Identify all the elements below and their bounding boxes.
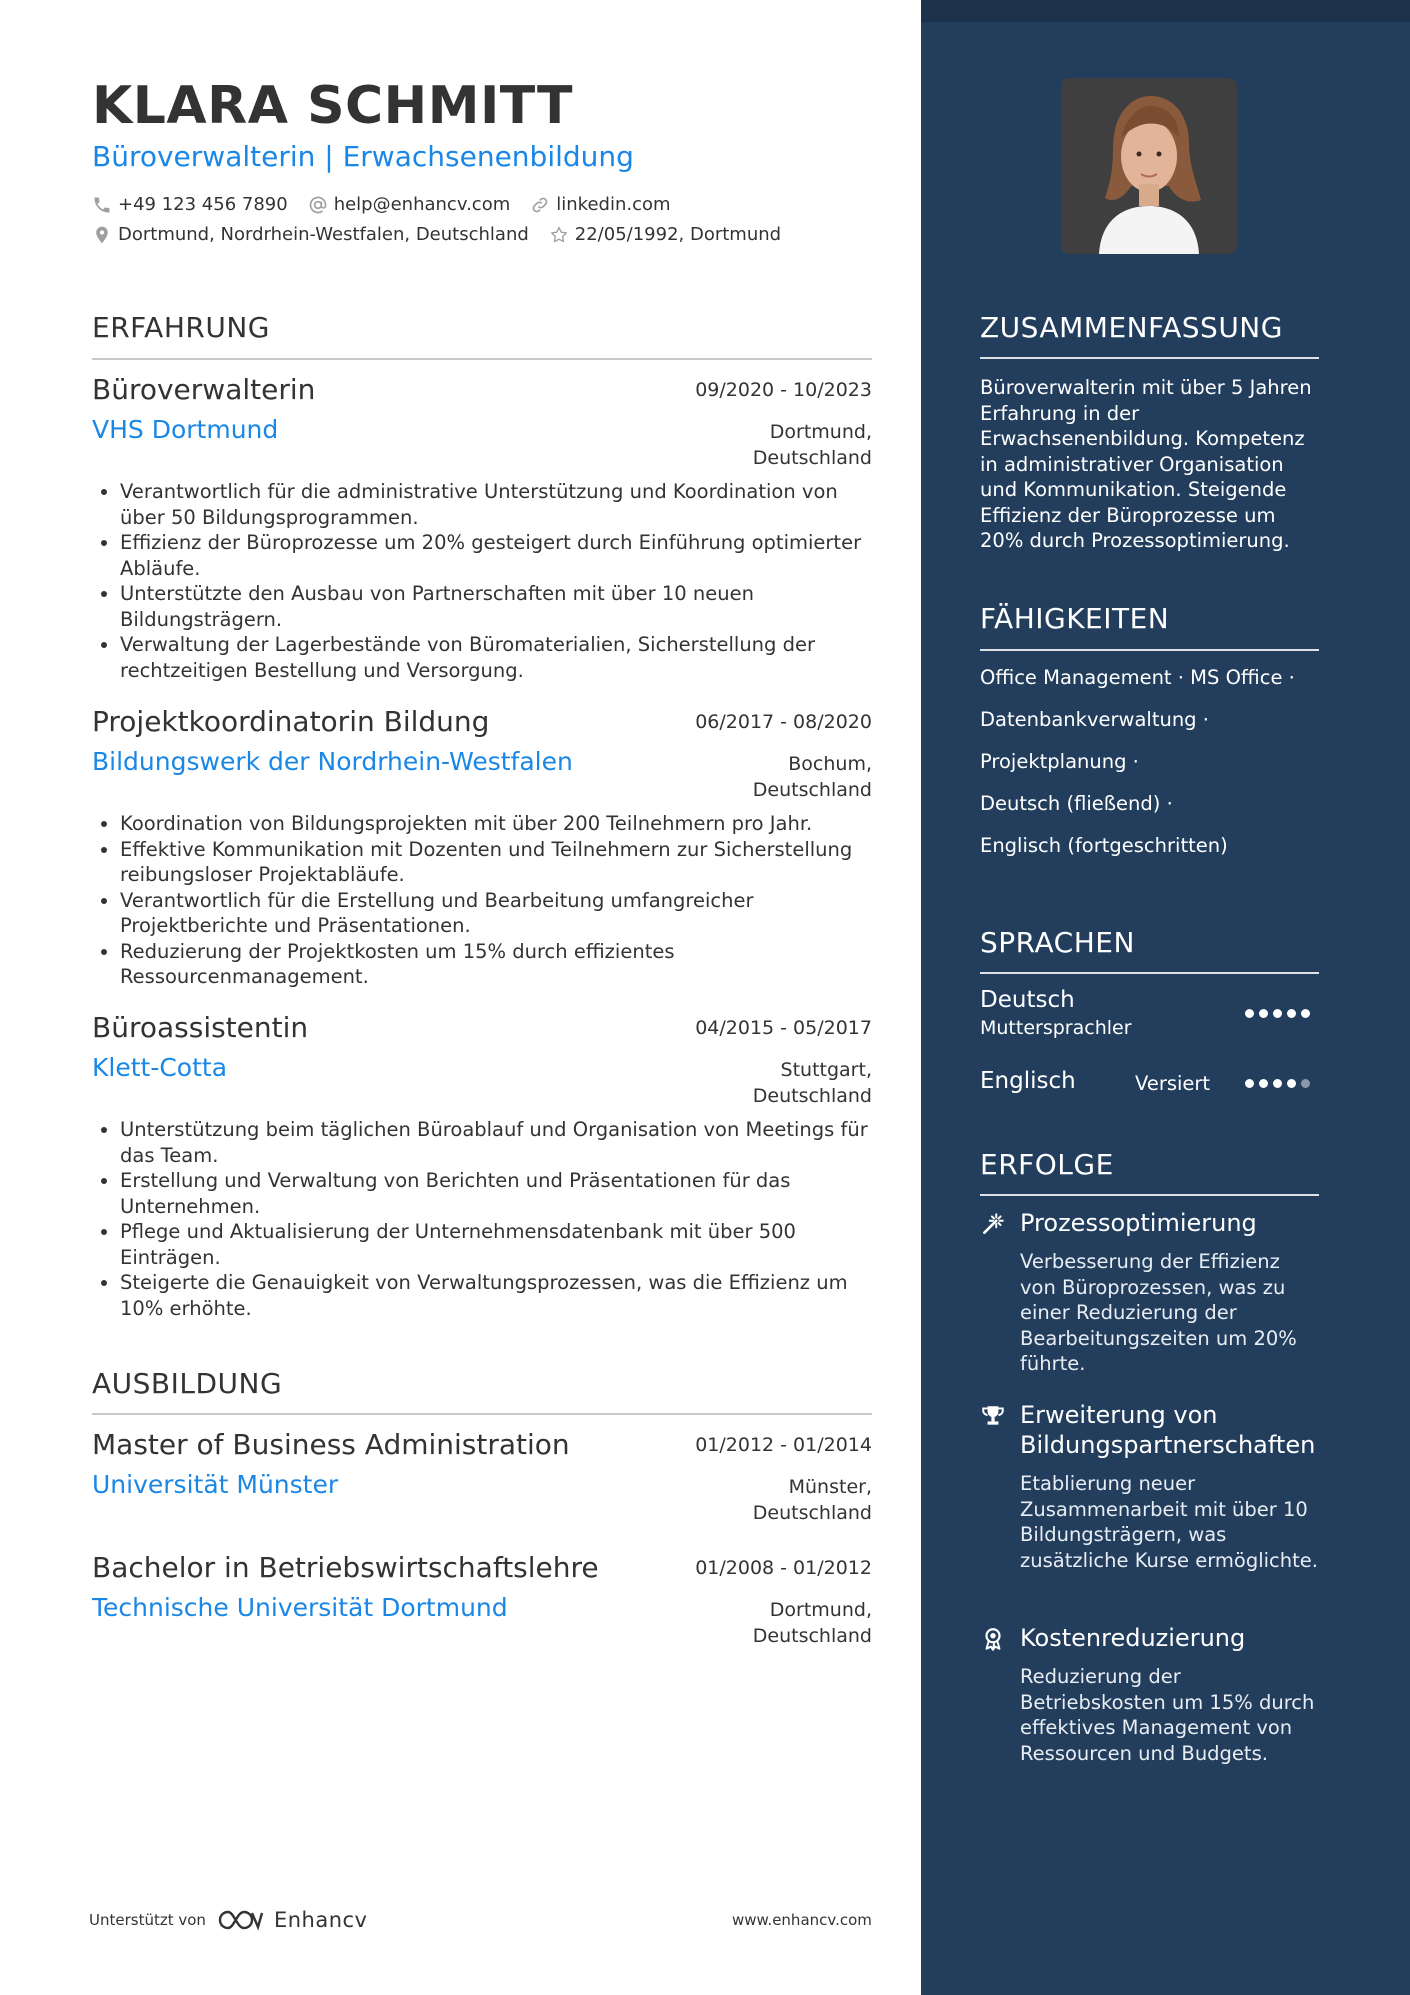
job-location-city: Dortmund, [769, 421, 872, 443]
job-location-country: Deutschland [752, 447, 872, 469]
job-company[interactable]: VHS Dortmund [92, 415, 279, 444]
star-icon [549, 225, 569, 245]
experience-entry [92, 1011, 872, 1321]
skills-divider [980, 649, 1319, 651]
achievement-description: Verbesserung der Effizienz von Büroprozessen, was zu einer Reduzierung der Bearbeitungszeiten um 20% führte. [1020, 1250, 1297, 1375]
job-role: Projektkoordinatorin Bildung [92, 705, 490, 738]
location-item [92, 224, 529, 245]
summary-divider [980, 357, 1319, 359]
degree-title: Bachelor in Betriebswirtschaftslehre [92, 1551, 599, 1584]
achievement-description: Etablierung neuer Zusammenarbeit mit über 10 Bildungsträgern, was zusätzliche Kurse ermöglichte. [1020, 1472, 1318, 1572]
education-dates: 01/2012 - 01/2014 [695, 1434, 872, 1456]
bullet: • Effizienz der Büroprozesse um 20% gesteigert durch Einführung optimierter Abläufe. [120, 530, 872, 581]
achievement-title: Prozessoptimierung [1020, 1209, 1257, 1237]
email-text[interactable]: help@enhancv.com [333, 194, 511, 215]
candidate-name: KLARA SCHMITT [92, 76, 573, 136]
job-location-city: Bochum, [788, 753, 872, 775]
wand-icon [980, 1211, 1006, 1237]
job-location [652, 419, 872, 471]
job-bullets [92, 811, 872, 990]
education-title: AUSBILDUNG [92, 1367, 283, 1400]
bullet: • Verantwortlich für die administrative Unterstützung und Koordination von über 50 Bildungsprogrammen. [120, 479, 872, 530]
bullet: • Verwaltung der Lagerbestände von Büromaterialien, Sicherstellung der rechtzeitigen Bestellung und Versorgung. [120, 632, 872, 683]
rating-dot [1287, 1009, 1296, 1018]
website-item[interactable] [530, 194, 670, 215]
phone-icon [92, 195, 112, 215]
job-bullets [92, 479, 872, 683]
language-level: Muttersprachler [980, 1017, 1132, 1039]
rating-dot [1273, 1079, 1282, 1088]
language-rating [1245, 1009, 1310, 1018]
bullet: • Steigerte die Genauigkeit von Verwaltungsprozessen, was die Effizienz um 10% erhöhte. [120, 1270, 872, 1321]
rating-dot [1245, 1009, 1254, 1018]
job-dates: 04/2015 - 05/2017 [695, 1017, 872, 1039]
skill-line: Datenbankverwaltung · [980, 708, 1209, 731]
trophy-icon [980, 1403, 1006, 1429]
job-location [652, 751, 872, 803]
footer-website[interactable]: www.enhancv.com [732, 1911, 872, 1929]
award-icon [980, 1626, 1006, 1652]
language-name: Englisch [980, 1068, 1076, 1094]
education-location [652, 1474, 872, 1526]
education-location-country: Deutschland [752, 1502, 872, 1524]
contact-row-2 [92, 224, 781, 245]
school-name[interactable]: Universität Münster [92, 1470, 339, 1499]
rating-dot [1259, 1079, 1268, 1088]
summary-title: ZUSAMMENFASSUNG [980, 311, 1283, 344]
degree-title: Master of Business Administration [92, 1428, 570, 1461]
language-rating [1245, 1079, 1310, 1088]
experience-divider [92, 358, 872, 360]
brand-name: Enhancv [273, 1908, 368, 1932]
job-company[interactable]: Bildungswerk der Nordrhein-Westfalen [92, 747, 573, 776]
location-pin-icon [92, 225, 112, 245]
achievement-title: Erweiterung von Bildungspartnerschaften [1020, 1401, 1316, 1459]
skills-title: FÄHIGKEITEN [980, 602, 1170, 635]
education-location-city: Dortmund, [769, 1599, 872, 1621]
experience-entry [92, 373, 872, 683]
bullet: • Koordination von Bildungsprojekten mit über 200 Teilnehmern pro Jahr. [120, 811, 872, 837]
location-text: Dortmund, Nordrhein-Westfalen, Deutschland [118, 224, 529, 245]
sidebar-top-bar [921, 0, 1410, 22]
education-location-city: Münster, [788, 1476, 872, 1498]
phone-item [92, 194, 288, 215]
email-item[interactable] [308, 194, 511, 215]
job-bullets [92, 1117, 872, 1321]
at-icon [308, 195, 328, 215]
education-divider [92, 1413, 872, 1415]
experience-entry [92, 705, 872, 1005]
portrait-image [1061, 78, 1237, 254]
achievement-description: Reduzierung der Betriebskosten um 15% durch effektives Management von Ressourcen und Budgets. [1020, 1665, 1315, 1765]
skill-line: Englisch (fortgeschritten) [980, 834, 1228, 857]
job-company[interactable]: Klett-Cotta [92, 1053, 228, 1082]
languages-divider [980, 972, 1319, 974]
bullet: • Unterstützung beim täglichen Büroablauf und Organisation von Meetings für das Team. [120, 1117, 872, 1168]
achievements-divider [980, 1194, 1319, 1196]
bullet: • Unterstützte den Ausbau von Partnerschaften mit über 10 neuen Bildungsträgern. [120, 581, 872, 632]
bullet: • Pflege und Aktualisierung der Unternehmensdatenbank mit über 500 Einträgen. [120, 1219, 872, 1270]
skill-line: Deutsch (fließend) · [980, 792, 1173, 815]
profile-photo [1061, 78, 1237, 254]
rating-dot [1287, 1079, 1296, 1088]
job-role: Büroassistentin [92, 1011, 309, 1044]
enhancv-logo-icon [216, 1907, 264, 1933]
powered-by-label: Unterstützt von [89, 1911, 206, 1929]
achievement-title: Kostenreduzierung [1020, 1624, 1246, 1652]
rating-dot [1301, 1079, 1310, 1088]
rating-dot [1245, 1079, 1254, 1088]
skill-line: Projektplanung · [980, 750, 1139, 773]
job-location-country: Deutschland [752, 1085, 872, 1107]
sidebar [921, 0, 1410, 1995]
language-level: Versiert [1135, 1072, 1211, 1095]
job-dates: 06/2017 - 08/2020 [695, 711, 872, 733]
education-location [652, 1597, 872, 1649]
website-text[interactable]: linkedin.com [556, 194, 671, 215]
languages-title: SPRACHEN [980, 926, 1135, 959]
summary-text: Büroverwalterin mit über 5 Jahren Erfahrung in der Erwachsenenbildung. Kompetenz in administrativer Organisation und Kommunikation. Steigende Effizienz der Büroprozesse um 20% durch Prozessoptimierung. [980, 376, 1312, 552]
education-entry [92, 1551, 872, 1661]
rating-dot [1301, 1009, 1310, 1018]
job-dates: 09/2020 - 10/2023 [695, 379, 872, 401]
language-name: Deutsch [980, 987, 1075, 1013]
school-name[interactable]: Technische Universität Dortmund [92, 1593, 508, 1622]
job-location-city: Stuttgart, [780, 1059, 872, 1081]
rating-dot [1273, 1009, 1282, 1018]
experience-title: ERFAHRUNG [92, 311, 270, 344]
birth-text: 22/05/1992, Dortmund [574, 224, 782, 245]
bullet: • Erstellung und Verwaltung von Berichten und Präsentationen für das Unternehmen. [120, 1168, 872, 1219]
education-entry [92, 1428, 872, 1538]
bullet: • Effektive Kommunikation mit Dozenten und Teilnehmern zur Sicherstellung reibungsloser Projektabläufe. [120, 837, 872, 888]
job-role: Büroverwalterin [92, 373, 316, 406]
skill-line: Office Management · MS Office · [980, 666, 1295, 689]
birth-item [549, 224, 781, 245]
education-location-country: Deutschland [752, 1625, 872, 1647]
achievements-title: ERFOLGE [980, 1148, 1114, 1181]
link-icon [530, 195, 550, 215]
candidate-headline: Büroverwalterin | Erwachsenenbildung [92, 140, 634, 173]
job-location-country: Deutschland [752, 779, 872, 801]
rating-dot [1259, 1009, 1268, 1018]
job-location [652, 1057, 872, 1109]
phone-text: +49 123 456 7890 [118, 194, 288, 215]
bullet: • Verantwortlich für die Erstellung und Bearbeitung umfangreicher Projektberichte und Präsentationen. [120, 888, 872, 939]
contact-row-1 [92, 194, 671, 215]
footer-powered-by [89, 1907, 367, 1933]
bullet: • Reduzierung der Projektkosten um 15% durch effizientes Ressourcenmanagement. [120, 939, 872, 990]
education-dates: 01/2008 - 01/2012 [695, 1557, 872, 1579]
